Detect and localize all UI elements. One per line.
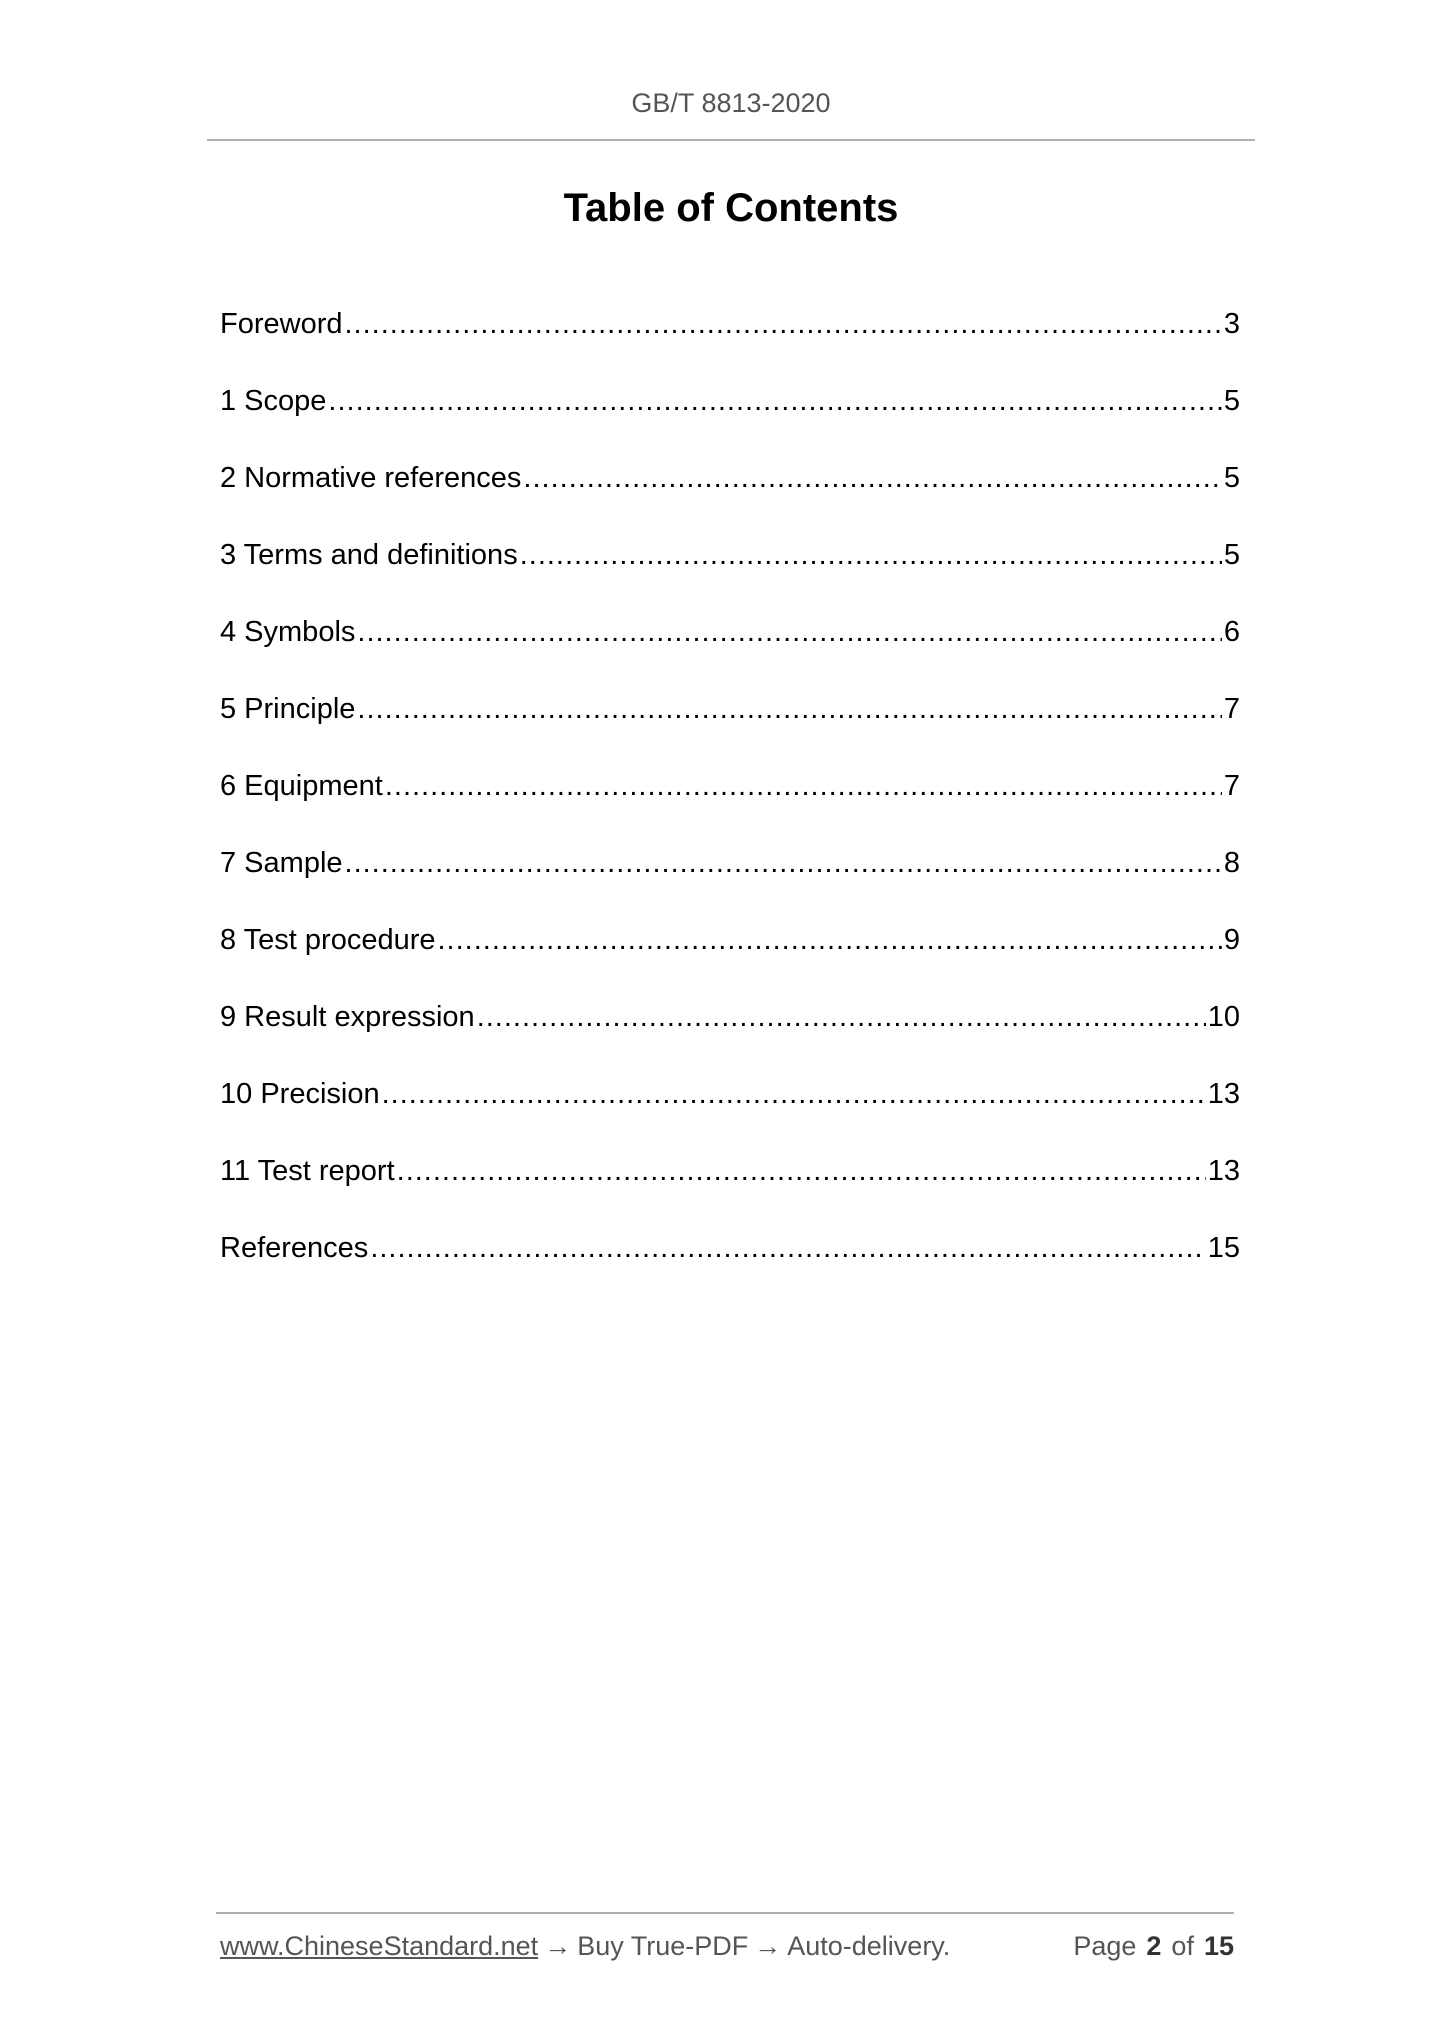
dot-leader [438, 921, 1222, 959]
toc-entry-page: 7 [1223, 693, 1240, 725]
dot-leader [357, 690, 1221, 728]
toc-entry-equipment[interactable] [220, 767, 1240, 844]
dot-leader [345, 305, 1222, 343]
page-word: Page [1073, 1931, 1137, 1961]
toc-entry-label: 1 Scope [220, 385, 327, 417]
page-footer [220, 1931, 1234, 1971]
toc-entry-label: 9 Result expression [220, 1001, 475, 1033]
buy-text: Buy True-PDF [577, 1931, 749, 1961]
dot-leader [382, 1075, 1206, 1113]
page-title: Table of Contents [563, 186, 899, 230]
total-page-count: 15 [1203, 1931, 1234, 1961]
dot-leader [385, 767, 1222, 805]
table-of-contents [220, 305, 1240, 1306]
footer-divider [216, 1912, 1234, 1914]
toc-entry-label: 2 Normative references [220, 462, 522, 494]
dot-leader [477, 998, 1206, 1036]
delivery-text: Auto-delivery. [787, 1931, 951, 1961]
toc-entry-page: 5 [1223, 462, 1240, 494]
arrow-right-icon: → [544, 1931, 572, 1961]
toc-entry-terms-definitions[interactable] [220, 536, 1240, 613]
toc-entry-page: 5 [1223, 385, 1240, 417]
dot-leader [345, 844, 1222, 882]
toc-entry-page: 9 [1223, 924, 1240, 956]
toc-entry-label: 4 Symbols [220, 616, 356, 648]
dot-leader [397, 1152, 1206, 1190]
header-divider [207, 139, 1255, 141]
website-link[interactable]: www.ChineseStandard.net [220, 1931, 539, 1961]
toc-entry-label: 5 Principle [220, 693, 356, 725]
toc-entry-page: 13 [1207, 1078, 1240, 1110]
toc-entry-precision[interactable] [220, 1075, 1240, 1152]
current-page-number: 2 [1146, 1931, 1162, 1961]
toc-entry-normative-references[interactable] [220, 459, 1240, 536]
toc-entry-label: 10 Precision [220, 1078, 380, 1110]
toc-entry-page: 5 [1223, 539, 1240, 571]
dot-leader [370, 1229, 1205, 1267]
of-word: of [1171, 1931, 1194, 1961]
toc-entry-test-procedure[interactable] [220, 921, 1240, 998]
toc-entry-scope[interactable] [220, 382, 1240, 459]
toc-entry-page: 3 [1223, 308, 1240, 340]
toc-entry-label: 8 Test procedure [220, 924, 436, 956]
toc-entry-page: 8 [1223, 847, 1240, 879]
dot-leader [523, 459, 1221, 497]
toc-entry-label: Foreword [220, 308, 343, 340]
toc-entry-test-report[interactable] [220, 1152, 1240, 1229]
dot-leader [357, 613, 1221, 651]
toc-entry-page: 6 [1223, 616, 1240, 648]
toc-entry-principle[interactable] [220, 690, 1240, 767]
toc-entry-label: 11 Test report [220, 1155, 395, 1187]
toc-entry-label: 7 Sample [220, 847, 343, 879]
toc-entry-sample[interactable] [220, 844, 1240, 921]
toc-entry-symbols[interactable] [220, 613, 1240, 690]
dot-leader [328, 382, 1221, 420]
toc-entry-references[interactable] [220, 1229, 1240, 1306]
toc-entry-label: 6 Equipment [220, 770, 383, 802]
toc-entry-result-expression[interactable] [220, 998, 1240, 1075]
toc-entry-page: 13 [1207, 1155, 1240, 1187]
page-header: GB/T 8813-2020 [631, 88, 831, 118]
footer-promo [220, 1931, 950, 1962]
toc-entry-page: 15 [1207, 1232, 1240, 1264]
page-indicator [1073, 1931, 1234, 1962]
toc-entry-page: 7 [1223, 770, 1240, 802]
arrow-right-icon: → [754, 1931, 782, 1961]
dot-leader [520, 536, 1222, 574]
toc-entry-foreword[interactable] [220, 305, 1240, 382]
toc-entry-page: 10 [1207, 1001, 1240, 1033]
toc-entry-label: References [220, 1232, 369, 1264]
toc-entry-label: 3 Terms and definitions [220, 539, 518, 571]
